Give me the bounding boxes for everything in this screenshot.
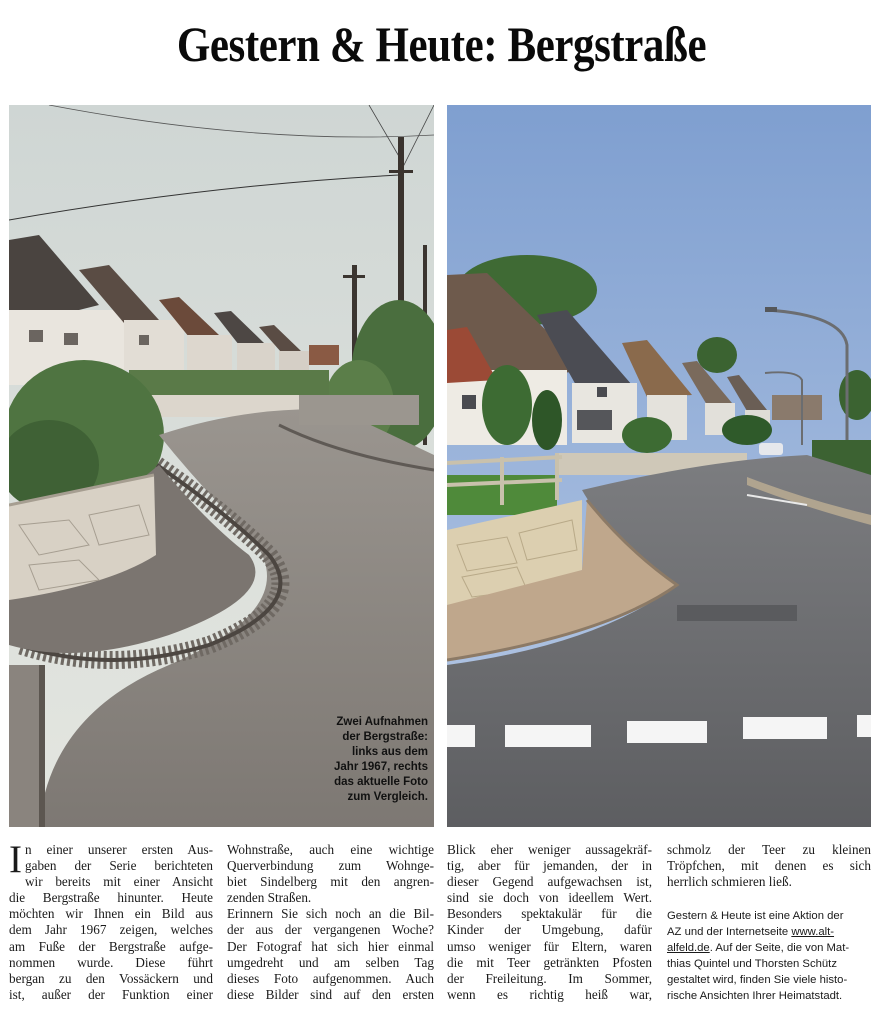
article-line: Blick eher weniger aussagekräf- (447, 842, 652, 857)
note-line: gestaltet wird, finden Sie viele histo- (667, 974, 848, 986)
photo-caption (278, 715, 428, 805)
article-line: bergan zu den Vossäckern und (9, 970, 213, 986)
article-column-1 (9, 838, 213, 1003)
note-line-text: . Auf der Seite, die von Mat- (709, 942, 850, 954)
article-line: tig, aber für jemanden, der in (447, 858, 652, 874)
photo-1967 (9, 105, 434, 827)
note-line-text: AZ und der Internetseite (667, 926, 792, 938)
info-note (667, 908, 871, 1004)
caption-line: Jahr 1967, rechts (334, 761, 428, 773)
article-line: umgedreht und am selben Tag (227, 954, 434, 970)
website-link-continued[interactable]: alfeld.de (667, 942, 710, 954)
article-column-2 (227, 842, 434, 1003)
article-line: Kinder der Umgebung, dafür (447, 922, 652, 938)
article-column-4 (667, 842, 871, 890)
article-line: die mit Teer getränkten Pfosten (447, 954, 652, 970)
note-line: rische Ansichten Ihrer Heimatstadt. (667, 990, 843, 1002)
note-line: thias Quintel und Thorsten Schütz (667, 958, 837, 970)
note-line (667, 924, 871, 940)
caption-line: links aus dem (351, 746, 428, 758)
article-line: Wohnstraße, auch eine wichtige (227, 842, 434, 857)
caption-line: zum Vergleich. (347, 791, 428, 803)
article-line: der aus der vergangenen Woche? (227, 922, 434, 938)
article-column-3 (447, 842, 652, 1003)
article-line: gaben der Serie berichteten (25, 858, 213, 874)
article-line: Erinnern Sie sich noch an die Bil- (227, 906, 434, 922)
photo-today-scene (447, 105, 871, 827)
article-line: schmolz der Teer zu kleinen (667, 842, 871, 857)
article-line: sind sie doch von ideellem Wert. (447, 890, 652, 906)
article-line: der Freileitung. Im Sommer, (447, 970, 652, 986)
article-line: dieser Gegend aufgewachsen ist, (447, 874, 652, 890)
website-link[interactable]: www.alt- (791, 926, 835, 938)
caption-line: das aktuelle Foto (334, 776, 428, 788)
note-line: Gestern & Heute ist eine Aktion der (667, 910, 844, 922)
article-line: Besonders spektakulär für die (447, 906, 652, 922)
photo-today (447, 105, 871, 827)
article-line: die Bergstraße hinunter. Heute (9, 890, 213, 906)
article-line: am Fuße der Bergstraße aufge- (9, 938, 213, 954)
article-line: diese Bilder sind auf den ersten (227, 986, 434, 1002)
caption-line: der Bergstraße: (342, 731, 428, 743)
article-line: wir bereits mit einer Ansicht (25, 874, 213, 890)
article-line: umso weniger für Eltern, waren (447, 938, 652, 954)
caption-line: Zwei Aufnahmen (336, 716, 428, 728)
article-line: nommen wurde. Diese führt (9, 954, 213, 970)
article-line: dem Jahr 1967 zeigen, welches (9, 922, 213, 938)
article-line: n einer unserer ersten Aus- (25, 842, 213, 857)
headline: Gestern & Heute: Bergstraße (176, 16, 707, 72)
article-line: Tröpfchen, mit denen es sich (667, 858, 871, 874)
article-line: Querverbindung zum Wohnge- (227, 858, 434, 874)
article-line: ist, außer der Funktion einer (9, 986, 213, 1002)
article-line: wenn es richtig heiß war, (447, 986, 652, 1002)
article-line: zenden Straßen. (227, 890, 312, 906)
article-line: herrlich schmieren ließ. (667, 874, 792, 890)
article-line: Der Fotograf hat sich hier einmal (227, 938, 434, 954)
article-line: möchten wir Ihnen ein Bild aus (9, 906, 213, 922)
article-line: dieses Foto aufgenommen. Auch (227, 970, 434, 986)
drop-cap: I (9, 838, 22, 881)
note-line (667, 940, 871, 956)
article-line: biet Sindelberg mit den angren- (227, 874, 434, 890)
